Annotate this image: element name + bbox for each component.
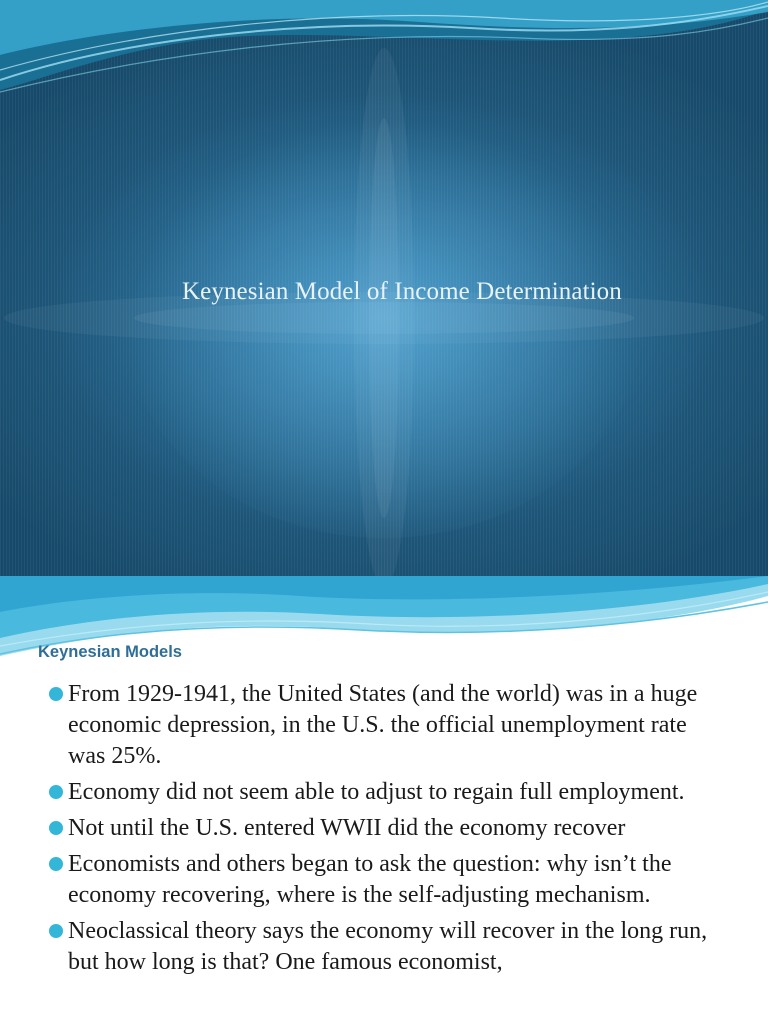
bullet-text: Neoclassical theory says the economy will recover in the long run, but how long is that? One famous economist, [68, 918, 708, 975]
list-item [0, 916, 768, 978]
bullet-text: From 1929-1941, the United States (and the world) was in a huge economic depression, in the U.S. the official unemployment rate was 25%. [68, 681, 698, 769]
bullet-text: Not until the U.S. entered WWII did the economy recover [68, 815, 626, 841]
bullet-icon [49, 857, 63, 871]
list-item [0, 813, 768, 844]
bullet-list [0, 679, 768, 983]
bullet-icon [49, 924, 63, 938]
bullet-text: Economy did not seem able to adjust to regain full employment. [68, 779, 685, 805]
bullet-icon [49, 687, 63, 701]
list-item [0, 777, 768, 808]
slide-heading: Keynesian Models [38, 643, 182, 661]
bullet-icon [49, 785, 63, 799]
slide-title: Keynesian Model of Income Determination [182, 278, 622, 305]
bullet-text: Economists and others began to ask the question: why isn’t the economy recovering, where is the self-adjusting mechanism. [68, 851, 672, 908]
list-item [0, 849, 768, 911]
list-item [0, 679, 768, 772]
bullet-icon [49, 821, 63, 835]
content-slide [0, 576, 768, 1024]
top-wave-decoration [0, 0, 768, 110]
